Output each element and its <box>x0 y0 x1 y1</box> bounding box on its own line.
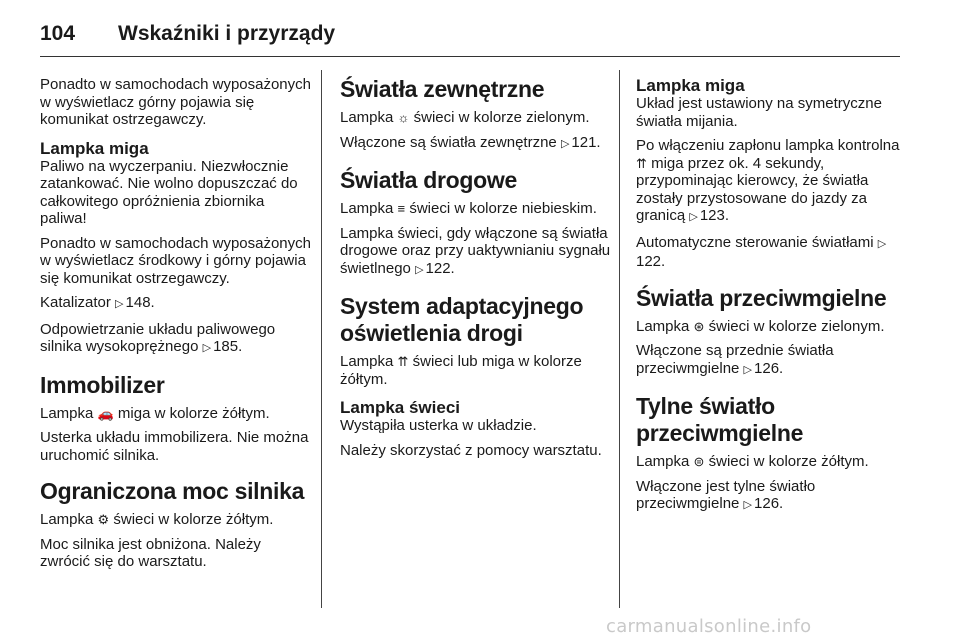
page-reference[interactable]: 123. <box>699 207 730 224</box>
high-beam-icon: ≡ <box>397 201 406 216</box>
subheading-fuel-blink: Lampka miga <box>40 138 149 158</box>
heading-adaptive-lighting: System adaptacyjnego oświetlenia drogi <box>340 293 584 346</box>
text: Włączone są przednie światła przeciwmgielne <box>636 342 834 377</box>
paragraph: Ponadto w samochodach wyposażonych w wyświetlacz górny pojawia się komunikat ostrzegawczy. <box>40 76 311 128</box>
auto-line <box>636 234 912 271</box>
immobilizer-icon: 🚗 <box>97 405 114 421</box>
text: Lampka <box>636 317 690 335</box>
rear-fog-light-icon: ⊜ <box>693 454 705 469</box>
paragraph: Ponadto w samochodach wyposażonych w wyświetlacz środkowy i górny pojawia się komunikat ostrzegawczy. <box>40 234 311 287</box>
rfog-line <box>636 453 912 471</box>
column-left <box>40 76 312 578</box>
text: Włączone są światła zewnętrzne <box>340 133 557 151</box>
watermark: carmanualsonline.info <box>606 616 812 637</box>
immo-line <box>40 405 312 423</box>
page-reference[interactable]: 185. <box>213 338 243 355</box>
paragraph: Wystąpiła usterka w układzie. <box>340 417 537 434</box>
high-line <box>340 200 612 218</box>
text: Po włączeniu zapłonu lampka kontrolna <box>636 137 900 154</box>
text: świeci lub miga w kolorze żółtym. <box>340 353 582 388</box>
text: Katalizator <box>40 294 111 311</box>
heading-fog-lights: Światła przeciwmgielne <box>636 284 887 311</box>
page-reference[interactable]: 121. <box>571 133 601 151</box>
text: świeci w kolorze żółtym. <box>708 453 869 470</box>
text: miga przez ok. 4 sekundy, przypominając kierowcy, że światła zostały przystosowane do jazdy za granicą <box>636 154 869 224</box>
paragraph: Układ jest ustawiony na symetryczne światła mijania. <box>636 95 882 130</box>
column-divider-1 <box>321 70 322 608</box>
text: świeci w kolorze zielonym. <box>708 317 885 335</box>
text: Lampka <box>40 404 94 422</box>
text: Odpowietrzanie układu paliwowego silnika wysokoprężnego <box>40 320 276 355</box>
text: Lampka <box>636 453 690 470</box>
page-header <box>40 12 900 52</box>
fog-ref-line <box>636 342 912 379</box>
text: Lampka <box>340 200 394 217</box>
heading-engine-power: Ograniczona moc silnika <box>40 478 305 504</box>
paragraph: Usterka układu immobilizera. Nie można uruchomić silnika. <box>40 429 309 464</box>
catalyst-line <box>40 294 312 314</box>
page-reference-arrow-icon: ▷ <box>689 211 698 223</box>
front-fog-light-icon: ⊛ <box>693 318 705 334</box>
ext-line <box>340 109 612 127</box>
page-reference[interactable]: 122. <box>636 253 666 270</box>
blink-line <box>636 137 912 227</box>
page-reference-arrow-icon: ▷ <box>877 237 887 250</box>
text: Włączone jest tylne światło przeciwmgielne <box>636 477 816 512</box>
text: Automatyczne sterowanie światłami <box>636 233 874 251</box>
page-reference-arrow-icon: ▷ <box>743 499 753 511</box>
heading-high-beam: Światła drogowe <box>340 167 517 193</box>
paragraph: Paliwo na wyczerpaniu. Niezwłocznie zatankować. Nie wolno dopuszczać do całkowitego opróżnienia zbiornika paliwa! <box>40 157 298 227</box>
page-reference-arrow-icon: ▷ <box>202 342 212 354</box>
bleed-line <box>40 321 312 358</box>
text: Lampka <box>340 353 394 370</box>
text: Lampka <box>40 511 94 528</box>
text: świeci w kolorze zielonym. <box>413 109 590 126</box>
adaptive-forward-lighting-icon: ⇈ <box>636 155 647 171</box>
exterior-lights-icon: ☼ <box>397 110 410 125</box>
text: Lampka <box>340 109 394 126</box>
text: Lampka świeci, gdy włączone są światła drogowe oraz przy uaktywnianiu sygnału świetlnego <box>340 224 611 277</box>
heading-immobilizer: Immobilizer <box>40 371 165 398</box>
rfog-ref-line <box>636 478 912 515</box>
page-number: 104 <box>40 22 76 45</box>
high-ref-line <box>340 225 612 280</box>
adaptive-forward-lighting-icon: ⇈ <box>397 354 409 369</box>
engine-power-icon: ⚙ <box>97 512 110 527</box>
heading-rear-fog: Tylne światło przeciwmgielne <box>636 393 804 446</box>
header-divider <box>40 56 900 57</box>
page-reference[interactable]: 122. <box>425 259 455 277</box>
column-right <box>636 76 912 522</box>
page-reference-arrow-icon: ▷ <box>415 263 424 276</box>
text: świeci w kolorze żółtym. <box>113 511 274 528</box>
page-reference-arrow-icon: ▷ <box>743 363 753 376</box>
page-reference[interactable]: 126. <box>754 495 784 512</box>
ext-ref-line <box>340 134 612 154</box>
paragraph: Należy skorzystać z pomocy warsztatu. <box>340 441 602 459</box>
power-line <box>40 511 312 529</box>
text: miga w kolorze żółtym. <box>117 404 270 422</box>
page-reference-arrow-icon: ▷ <box>560 137 570 150</box>
subheading-lamp-blink: Lampka miga <box>636 76 745 95</box>
page-reference[interactable]: 148. <box>125 294 155 311</box>
heading-exterior-lights: Światła zewnętrzne <box>340 76 545 102</box>
text: świeci w kolorze niebieskim. <box>409 200 597 217</box>
subheading-lamp-on: Lampka świeci <box>340 398 461 417</box>
page-reference-arrow-icon: ▷ <box>115 298 124 310</box>
column-divider-2 <box>619 70 620 608</box>
column-middle <box>340 76 612 466</box>
fog-line <box>636 318 912 336</box>
page-reference[interactable]: 126. <box>754 359 784 377</box>
afl-line <box>340 353 612 388</box>
page-title: Wskaźniki i przyrządy <box>118 22 336 45</box>
paragraph: Moc silnika jest obniżona. Należy zwrócić się do warsztatu. <box>40 535 261 570</box>
